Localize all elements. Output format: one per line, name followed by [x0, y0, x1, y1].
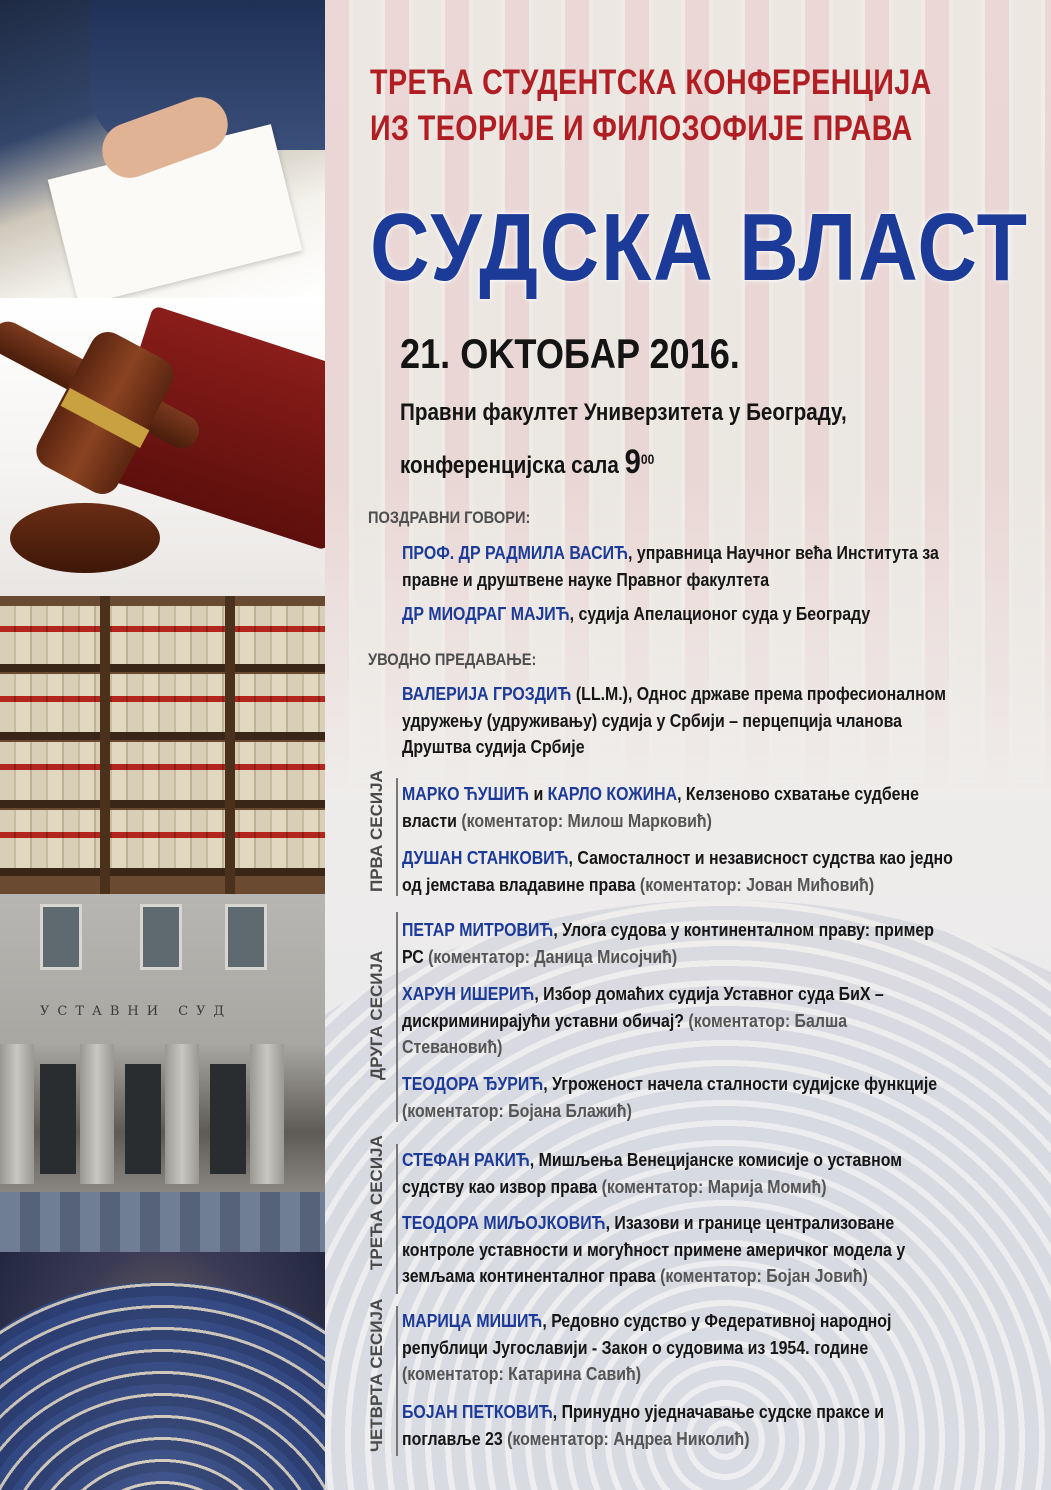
paper-title: , Самосталност и независност судства као једно [568, 847, 953, 868]
book-row [0, 810, 325, 868]
book-row [0, 674, 325, 732]
paper-title: , Мишљења Венецијанске комисије о уставном [529, 1149, 903, 1170]
shelf-post [100, 596, 110, 894]
book-row [0, 606, 325, 664]
author-conjunction: и [529, 783, 548, 804]
session-4-paper-2 [402, 1399, 987, 1452]
session-3-label: ТРЕЋА СЕСИЈА [367, 1135, 386, 1270]
column [250, 1044, 284, 1184]
commentator: (коментатор: Даница Мисојчић) [428, 945, 678, 967]
paper-title-cont: од јемстава владавине права [402, 873, 640, 895]
commentator: (коментатор: Милош Марковић) [461, 809, 712, 831]
author-name: МАРИЦА МИШИЋ [402, 1310, 543, 1331]
column [0, 1044, 34, 1184]
window [40, 904, 82, 970]
photo-constitutional-court [0, 894, 325, 1192]
welcome-speaker-1 [402, 540, 987, 593]
commentator: (коментатор: Јован Мићовић) [639, 873, 875, 895]
conference-title-line2: ИЗ ТЕОРИЈЕ И ФИЛОЗОФИЈЕ ПРАВА [370, 109, 913, 148]
session-2-paper-2 [402, 981, 987, 1061]
paper-title-cont: власти [402, 809, 462, 831]
conference-title-line1: ТРЕЋА СТУДЕНТСКА КОНФЕРЕНЦИЈА [370, 63, 932, 102]
session-3-paper-2 [402, 1210, 987, 1290]
author-name: МАРКО ЋУШИЋ [402, 783, 530, 804]
paper-title-cont: земљама континенталног права [402, 1265, 661, 1286]
photo-parliament-hemicycle [0, 1192, 325, 1490]
door [210, 1064, 246, 1174]
window [140, 904, 182, 970]
conference-title [370, 60, 932, 152]
paper-title: , Принудно уједначавање судске праксе и [552, 1401, 885, 1422]
commentator: (коментатор: Бојана Блажић) [402, 1099, 632, 1121]
shelf-post [225, 596, 235, 894]
session-1-paper-2 [402, 845, 987, 898]
lecture-title: (LL.M.), Однос државе према професионалном [571, 683, 947, 704]
book-band [0, 832, 325, 838]
session-2-bar [396, 912, 398, 1122]
photo-column [0, 0, 325, 1490]
paper-title-cont: републици Југославији - Закон о судовима из 1954. године [402, 1336, 869, 1358]
author-name: КАРЛО КОЖИНА [547, 783, 678, 804]
paper-title-cont: поглавље 23 [402, 1427, 508, 1449]
speaker-name: ВАЛЕРИЈА ГРОЗДИЋ [402, 683, 572, 704]
author-name: ТЕОДОРА МИЉОЈКОВИЋ [402, 1212, 606, 1233]
book-band [0, 696, 325, 702]
shelf [0, 732, 325, 740]
column [165, 1044, 199, 1184]
session-1-bar [396, 778, 398, 896]
session-4-label: ЧЕТВРТА СЕСИЈА [367, 1298, 386, 1452]
paper-title-cont: РС [402, 945, 429, 967]
session-3-paper-1 [402, 1147, 987, 1200]
session-2-paper-1 [402, 917, 987, 970]
venue [400, 390, 847, 489]
photo-gavel [0, 298, 325, 596]
shelf [0, 664, 325, 672]
session-2-label: ДРУГА СЕСИЈА [367, 950, 386, 1080]
author-name: БОЈАН ПЕТКОВИЋ [402, 1401, 553, 1422]
author-name: ТЕОДОРА ЂУРИЋ [402, 1073, 544, 1094]
door [125, 1064, 161, 1174]
author-name: ДУШАН СТАНКОВИЋ [402, 847, 569, 868]
speaker-role: , судија Апелационог суда у Београду [569, 603, 871, 624]
commentator-cont: Стевановић) [402, 1036, 503, 1057]
paper-title: , Избор домаћих судија Уставног суда БиХ – [534, 983, 884, 1004]
photo-bookshelves [0, 596, 325, 894]
paper-title: , Изазови и границе централизоване [605, 1212, 895, 1233]
welcome-label: ПОЗДРАВНИ ГОВОРИ: [368, 508, 531, 527]
commentator: (коментатор: Андреа Николић) [507, 1427, 750, 1449]
venue-room: конференцијска сала [400, 452, 619, 479]
door [40, 1064, 76, 1174]
book-band [0, 626, 325, 632]
paper-title: , Улога судова у континенталном праву: пример [553, 919, 934, 940]
venue-line2 [400, 436, 847, 489]
welcome-speaker-2 [402, 601, 987, 628]
event-date: 21. OKTOБAP 2016. [400, 330, 740, 377]
book-band [0, 764, 325, 770]
intro-label: УВОДНО ПРЕДАВАЊЕ: [368, 650, 537, 669]
paper-title: , Келзеново схватање судбене [677, 783, 919, 804]
speaker-role: , управница Научног већа Института за [628, 542, 939, 563]
ceiling [0, 1192, 325, 1252]
session-4-paper-1 [402, 1308, 987, 1388]
speaker-role-cont: правне и друштвене науке Правног факултета [402, 568, 770, 590]
commentator: (коментатор: Марија Момић) [601, 1175, 827, 1197]
speaker-name: ДР МИОДРАГ МАЈИЋ [402, 603, 570, 624]
author-name: СТЕФАН РАКИЋ [402, 1149, 530, 1170]
paper-title: , Редовно судство у Федеративној народној [542, 1310, 892, 1331]
book-row [0, 742, 325, 800]
shelf [0, 800, 325, 808]
paper-title-cont: дискриминирајући уставни обичај? [402, 1009, 689, 1031]
paper-title-cont: судству као извор права [402, 1175, 602, 1197]
hemicycle-seats [0, 1282, 325, 1490]
commentator: (коментатор: Катарина Савић) [402, 1363, 642, 1384]
session-4-bar [396, 1306, 398, 1456]
author-name: ПЕТАР МИТРОВИЋ [402, 919, 554, 940]
lecture-title-cont: Друштва судија Србије [402, 736, 585, 757]
session-2-paper-3 [402, 1071, 987, 1124]
paper-title-cont: контроле уставности и могућност примене америчког модела у [402, 1238, 906, 1260]
window [225, 904, 267, 970]
intro-lecture [402, 681, 987, 761]
session-1-label: ПРВА СЕСИЈА [367, 770, 386, 892]
speaker-name: ПРОФ. ДР РАДМИЛА ВАСИЋ [402, 542, 629, 563]
author-name: ХАРУН ИШЕРИЋ [402, 983, 535, 1004]
venue-line1: Правни факултет Универзитета у Београду, [400, 399, 847, 426]
shelf [0, 868, 325, 876]
session-1-paper-1 [402, 781, 987, 834]
courthouse-sign: УСТАВНИ СУД [40, 1004, 233, 1019]
session-3-bar [396, 1144, 398, 1294]
paper-title: , Угроженост начела сталности судијске функције [543, 1073, 938, 1094]
event-time-minutes: 00 [640, 451, 655, 467]
event-time-hour: 9 [624, 443, 641, 481]
column [80, 1044, 114, 1184]
commentator: (коментатор: Бојан Јовић) [660, 1265, 868, 1286]
gavel-base [10, 503, 160, 573]
commentator: (коментатор: Балша [688, 1009, 848, 1031]
photo-lawyer-signing [0, 0, 325, 298]
main-title: СУДСКА ВЛАСТ [370, 194, 1029, 301]
lecture-title-cont: удружењу (удруживању) судија у Србији – перцепција чланова [402, 709, 903, 731]
